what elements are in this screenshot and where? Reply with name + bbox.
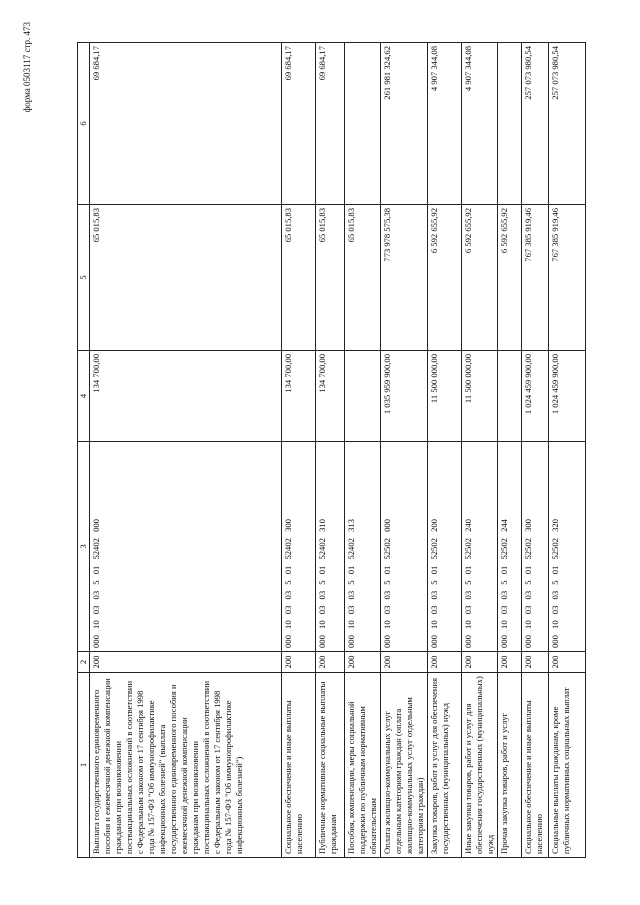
executed-amount-cell: 767 385 919,46 xyxy=(522,205,549,351)
line-code-cell: 200 xyxy=(90,652,282,673)
approved-amount-cell: 11 500 000,00 xyxy=(428,351,462,442)
unexecuted-amount-cell: 257 073 980,54 xyxy=(522,43,549,205)
executed-amount-cell: 65 015,83 xyxy=(316,205,345,351)
row-name-cell: Оплата жилищно-коммунальных услуг отдельным категориям граждан (оплата жилищно-коммунальных услуг отдельным категориям граждан) xyxy=(381,673,428,858)
unexecuted-amount-cell xyxy=(345,43,381,205)
unexecuted-amount-cell: 257 073 980,54 xyxy=(549,43,586,205)
budget-code-cell: 000 10 03 03 5 01 52502 000 xyxy=(381,442,428,652)
table-row xyxy=(90,43,282,858)
form-header: форма 0503117 стр. 473 xyxy=(22,22,32,113)
line-code-cell: 200 xyxy=(381,652,428,673)
executed-amount-cell: 65 015,83 xyxy=(345,205,381,351)
approved-amount-cell: 134 700,00 xyxy=(90,351,282,442)
column-number-row xyxy=(78,43,90,858)
row-name-cell: Прочая закупка товаров, работ и услуг xyxy=(498,673,522,858)
row-name-cell: Закупка товаров, работ и услуг для обеспечения государственных (муниципальных) нужд xyxy=(428,673,462,858)
line-code-cell: 200 xyxy=(462,652,498,673)
unexecuted-amount-cell: 4 907 344,08 xyxy=(462,43,498,205)
approved-amount-cell: 11 500 000,00 xyxy=(462,351,498,442)
unexecuted-amount-cell: 69 684,17 xyxy=(90,43,282,205)
budget-code-cell: 000 10 03 03 5 01 52402 310 xyxy=(316,442,345,652)
rotated-page xyxy=(77,43,571,858)
unexecuted-amount-cell: 69 684,17 xyxy=(282,43,316,205)
approved-amount-cell xyxy=(345,351,381,442)
table-body xyxy=(90,43,586,858)
table-row xyxy=(381,43,428,858)
table-row xyxy=(498,43,522,858)
table-row xyxy=(282,43,316,858)
approved-amount-cell: 134 700,00 xyxy=(282,351,316,442)
table-row xyxy=(345,43,381,858)
row-name-cell: Публичные нормативные социальные выплаты гражданам xyxy=(316,673,345,858)
executed-amount-cell: 773 978 575,38 xyxy=(381,205,428,351)
column-header: 1 xyxy=(78,673,90,858)
table-row xyxy=(522,43,549,858)
row-name-cell: Пособия, компенсации, меры социальной поддержки по публичным нормативным обязательствам xyxy=(345,673,381,858)
executed-amount-cell: 6 592 655,92 xyxy=(462,205,498,351)
approved-amount-cell xyxy=(498,351,522,442)
budget-code-cell: 000 10 03 03 5 01 52502 244 xyxy=(498,442,522,652)
line-code-cell: 200 xyxy=(282,652,316,673)
table-row xyxy=(316,43,345,858)
executed-amount-cell: 65 015,83 xyxy=(90,205,282,351)
row-name-cell: Социальное обеспечение и иные выплаты населению xyxy=(522,673,549,858)
unexecuted-amount-cell xyxy=(498,43,522,205)
approved-amount-cell: 1 035 959 900,00 xyxy=(381,351,428,442)
table-row xyxy=(428,43,462,858)
line-code-cell: 200 xyxy=(522,652,549,673)
unexecuted-amount-cell: 4 907 344,08 xyxy=(428,43,462,205)
executed-amount-cell: 6 592 655,92 xyxy=(498,205,522,351)
column-header: 2 xyxy=(78,652,90,673)
row-name-cell: Выплата государственного единовременного пособия и ежемесячной денежной компенсации гражданам при возникновении поствакцинальных осложнений в соответствии с Федеральным законом от 17 сентября 1998 года № 157-ФЗ "Об иммунопрофилактике инфекционных болезней" (выплата государственного единовременного пособия и ежемесячной денежной компенсации гражданам при возникновении поствакцинальных осложнений в соответствии с Федеральным законом от 17 сентября 1998 года № 157-ФЗ "Об иммунопрофилактике инфекционных болезней") xyxy=(90,673,282,858)
line-code-cell: 200 xyxy=(428,652,462,673)
budget-code-cell: 000 10 03 03 5 01 52502 300 xyxy=(522,442,549,652)
table-row xyxy=(549,43,586,858)
approved-amount-cell: 134 700,00 xyxy=(316,351,345,442)
table-row xyxy=(462,43,498,858)
line-code-cell: 200 xyxy=(316,652,345,673)
budget-code-cell: 000 10 03 03 5 01 52502 320 xyxy=(549,442,586,652)
budget-code-cell: 000 10 03 03 5 01 52502 240 xyxy=(462,442,498,652)
budget-code-cell: 000 10 03 03 5 01 52502 200 xyxy=(428,442,462,652)
budget-table xyxy=(77,42,586,858)
budget-code-cell: 000 10 03 03 5 01 52402 000 xyxy=(90,442,282,652)
approved-amount-cell: 1 024 459 900,00 xyxy=(549,351,586,442)
executed-amount-cell: 65 015,83 xyxy=(282,205,316,351)
budget-code-cell: 000 10 03 03 5 01 52402 313 xyxy=(345,442,381,652)
executed-amount-cell: 6 592 655,92 xyxy=(428,205,462,351)
line-code-cell: 200 xyxy=(498,652,522,673)
line-code-cell: 200 xyxy=(345,652,381,673)
budget-code-cell: 000 10 03 03 5 01 52402 300 xyxy=(282,442,316,652)
executed-amount-cell: 767 385 919,46 xyxy=(549,205,586,351)
line-code-cell: 200 xyxy=(549,652,586,673)
row-name-cell: Иные закупки товаров, работ и услуг для обеспечения государственных (муниципальных) нужд xyxy=(462,673,498,858)
unexecuted-amount-cell: 69 684,17 xyxy=(316,43,345,205)
column-header: 6 xyxy=(78,43,90,205)
column-header: 3 xyxy=(78,442,90,652)
row-name-cell: Социальное обеспечение и иные выплаты населению xyxy=(282,673,316,858)
unexecuted-amount-cell: 261 981 324,62 xyxy=(381,43,428,205)
approved-amount-cell: 1 024 459 900,00 xyxy=(522,351,549,442)
column-header: 4 xyxy=(78,351,90,442)
column-header: 5 xyxy=(78,205,90,351)
row-name-cell: Социальные выплаты гражданам, кроме публичных нормативных социальных выплат xyxy=(549,673,586,858)
